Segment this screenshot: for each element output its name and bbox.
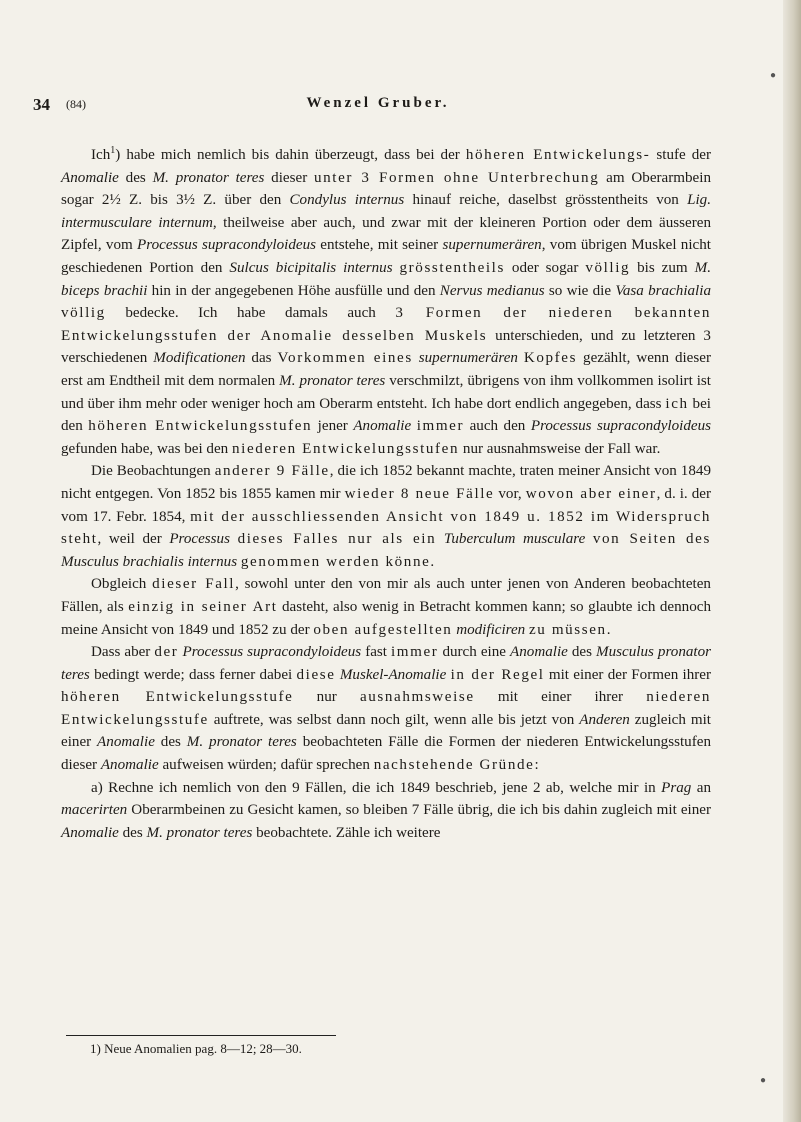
italic-term: Lig. intermusculare internum <box>61 192 711 231</box>
text-run: des <box>154 734 187 751</box>
text-run: bedecke. Ich habe damals auch <box>105 305 396 322</box>
footnote-ref: 1 <box>110 145 116 156</box>
text-run: gefunden habe, was bei den <box>61 440 232 457</box>
text-run: beobachtete. Zähle ich weitere <box>252 824 441 841</box>
spaced-emphasis: zu müssen <box>529 621 607 638</box>
italic-term: Muskel-Anomalie <box>339 666 447 683</box>
page-header <box>33 95 723 117</box>
text-run: beobachteten Fälle die Formen der niederen Entwickelungsstufen dieser <box>61 734 711 774</box>
text-run: nur <box>293 689 360 706</box>
text-run: aufweisen würden; dafür sprechen <box>158 757 374 774</box>
text-run: des <box>118 824 147 841</box>
text-run: am Oberarmbein sogar 2½ Z. bis 3½ Z. über den <box>61 169 712 209</box>
text-run: ) habe mich nemlich bis dahin überzeugt, dass bei der <box>115 147 466 164</box>
italic-term: Anomalie <box>61 824 119 841</box>
italic-term: Vasa brachialia <box>615 282 711 299</box>
italic-term: Processus <box>169 531 230 548</box>
spaced-emphasis: dieses Falles nur als ein <box>237 531 437 548</box>
text-run: Obgleich <box>91 576 153 593</box>
italic-term: supernumerären <box>442 237 542 254</box>
text-run: , d. i. der vom 17. Febr. 1854, <box>61 485 712 525</box>
text-run: das <box>245 350 278 367</box>
text-run <box>230 531 238 547</box>
text-run: auch den <box>464 418 531 435</box>
speck-mark: ● <box>760 1075 767 1086</box>
text-run <box>393 260 400 276</box>
body-text <box>61 140 711 844</box>
italic-term: Processus supracondyloideus <box>137 237 316 254</box>
text-run: Dass aber <box>91 644 155 661</box>
italic-term: Anomalie <box>97 734 155 751</box>
paragraph <box>61 140 711 460</box>
italic-term: Musculus brachialis internus <box>61 553 238 570</box>
spaced-emphasis: unter 3 Formen ohne Unterbrechung <box>314 169 600 186</box>
page-number-alt: (84) <box>66 97 86 111</box>
text-run: unterschieden, und zu letzteren 3 verschiedenen <box>61 327 711 367</box>
footnote-rule <box>66 1035 336 1036</box>
paragraph <box>61 460 711 573</box>
italic-term: Sulcus bicipitalis internus <box>229 260 393 276</box>
text-run: Die Beobachtungen <box>91 463 215 480</box>
text-run: bis zum <box>630 260 695 276</box>
spaced-emphasis: höheren Entwickelungsstufen <box>88 418 313 435</box>
spaced-emphasis: niederen Entwickelungsstufe <box>61 689 711 728</box>
spaced-emphasis: in der Regel <box>450 666 545 683</box>
spaced-emphasis: einzig in seiner Art <box>128 598 278 615</box>
spaced-emphasis: wieder 8 neue Fälle <box>344 485 495 502</box>
italic-term: Prag <box>661 779 692 796</box>
text-run: auftrete, was selbst dann noch gilt, wenn alle bis jetzt von <box>208 711 580 728</box>
text-run: mit einer ihrer <box>474 689 647 706</box>
text-run: durch eine <box>438 644 510 661</box>
italic-term: M. pronator teres <box>279 372 386 389</box>
text-run: vor, <box>494 485 526 502</box>
italic-term: M. pronator teres <box>146 824 253 841</box>
italic-term: Anomalie <box>353 418 412 435</box>
text-run: bei den <box>61 395 711 435</box>
spaced-emphasis: niederen Entwickelungsstufen <box>232 440 460 457</box>
text-run: , theilweise aber auch, und zwar mit der kleineren Portion oder dem äusseren Zipfel, vom <box>61 214 711 254</box>
italic-term: Modificationen <box>153 350 246 367</box>
text-run: an <box>691 779 711 796</box>
italic-term: M. biceps brachii <box>61 260 711 299</box>
paragraph <box>61 777 711 845</box>
italic-term: Anomalie <box>100 757 159 774</box>
text-run: zugleich mit einer <box>61 711 711 751</box>
text-run: . <box>430 553 435 570</box>
text-run: . <box>606 621 611 638</box>
italic-term: modificiren <box>456 621 526 638</box>
text-run: des <box>118 169 153 186</box>
spaced-emphasis: immer <box>416 418 465 435</box>
text-run: so wie die <box>544 282 616 299</box>
italic-term: supernumerären <box>418 350 518 367</box>
paragraph <box>61 573 711 641</box>
page-edge-shadow <box>783 0 801 1122</box>
italic-term: Processus supracondyloideus <box>182 644 362 661</box>
running-title: Wenzel Gruber. <box>306 95 450 111</box>
text-run: verschmilzt, übrigens von ihm vollkommen isolirt ist und über ihm mehr oder weniger hoch am Oberarm entsteht. Ich habe dort endlich angegeben, dass <box>61 372 711 412</box>
spaced-emphasis: ausnahmsweise <box>359 689 475 706</box>
spaced-emphasis: ich <box>665 395 689 412</box>
text-run: , weil der <box>97 531 170 548</box>
italic-term: macerirten <box>61 802 128 819</box>
text-run: a) Rechne ich nemlich von den 9 Fällen, die ich 1849 beschrieb, jene 2 ab, welche mir in <box>91 779 662 796</box>
spaced-emphasis: immer <box>391 644 439 661</box>
spaced-emphasis: völlig <box>585 260 631 276</box>
italic-term: Nervus medianus <box>439 282 545 299</box>
spaced-emphasis: mit der ausschliessenden Ansicht von 1849 u. 1852 im Widerspruch steht <box>61 508 711 548</box>
spaced-emphasis: völlig <box>61 305 106 322</box>
spaced-emphasis: der <box>154 644 179 661</box>
spaced-emphasis: höheren Entwickelungsstufe <box>61 689 294 706</box>
text-run: , vom übrigen Muskel nicht geschiedenen Portion den <box>61 237 711 276</box>
spaced-emphasis: wovon aber einer <box>525 485 657 502</box>
italic-term: Anderen <box>579 711 630 728</box>
text-run: stufe der <box>650 147 712 164</box>
text-run: gezählt, wenn dieser erst am Endtheil mit dem normalen <box>61 350 711 389</box>
text-run: : <box>534 757 539 774</box>
italic-term: Tuberculum musculare <box>443 531 586 548</box>
spaced-emphasis: 3 Formen der niederen bekannten Entwickelungsstufen der Anomalie desselben Muskels <box>61 305 711 344</box>
italic-term: Condylus internus <box>289 192 405 209</box>
italic-term: Anomalie <box>61 169 119 186</box>
italic-term: Anomalie <box>510 644 568 661</box>
italic-term: M. pronator teres <box>186 734 297 751</box>
spaced-emphasis: anderer 9 Fälle <box>214 463 330 480</box>
spaced-emphasis: genommen werden könne <box>240 553 431 570</box>
spaced-emphasis: von Seiten des <box>592 531 711 548</box>
text-run: entstehe, mit seiner <box>316 237 443 254</box>
spaced-emphasis: höheren Entwickelungs- <box>465 147 651 164</box>
spaced-emphasis: Vorkommen eines <box>277 350 413 367</box>
text-run: oder sogar <box>504 260 586 276</box>
spaced-emphasis: dieser Fall <box>152 576 236 593</box>
text-run: hin in der angegebenen Höhe ausfülle und den <box>147 282 440 299</box>
spaced-emphasis: oben aufgestellten <box>313 621 453 638</box>
text-run: bedingt werde; dass ferner dabei <box>89 666 297 683</box>
text-run: nur ausnahmsweise der Fall war. <box>459 440 661 457</box>
italic-term: Processus supracondyloideus <box>530 418 712 435</box>
text-run: hinauf reiche, daselbst grösstentheits von <box>404 192 688 209</box>
footnote: 1) Neue Anomalien pag. 8—12; 28—30. <box>90 1041 302 1056</box>
page-number: 34 <box>33 95 50 114</box>
spaced-emphasis: Kopfes <box>523 350 578 367</box>
text-run: dieser <box>264 169 315 186</box>
text-run: , die ich 1852 bekannt machte, traten meiner Ansicht von 1849 nicht entgegen. Von 1852 bis 1855 kamen mir <box>61 463 711 502</box>
italic-term: M. pronator teres <box>152 169 265 186</box>
text-run: dasteht, also wenig in Betracht kommen kann; so glaubte ich dennoch meine Ansicht von 1849 und 1852 zu der <box>61 598 711 638</box>
text-run <box>585 531 593 547</box>
text-run <box>436 531 444 547</box>
text-run: mit einer der Formen ihrer <box>544 666 712 683</box>
text-run: fast <box>361 644 392 661</box>
spaced-emphasis: grösstentheils <box>399 260 505 276</box>
paragraph <box>61 641 711 777</box>
italic-term: Musculus pronator teres <box>61 644 712 683</box>
speck-mark: ● <box>770 70 777 81</box>
text-run: , sowohl unter den von mir als auch unter jenen von Anderen beobachteten Fällen, als <box>61 576 711 615</box>
text-run: Oberarmbeinen zu Gesicht kamen, so bleiben 7 Fälle übrig, die ich bis dahin zugleich mit einer <box>127 802 711 819</box>
text-run: jener <box>312 418 354 435</box>
spaced-emphasis: diese <box>296 666 336 683</box>
text-run: Ich <box>91 147 111 164</box>
text-run: des <box>567 644 597 661</box>
spaced-emphasis: nachstehende Gründe <box>373 757 535 774</box>
